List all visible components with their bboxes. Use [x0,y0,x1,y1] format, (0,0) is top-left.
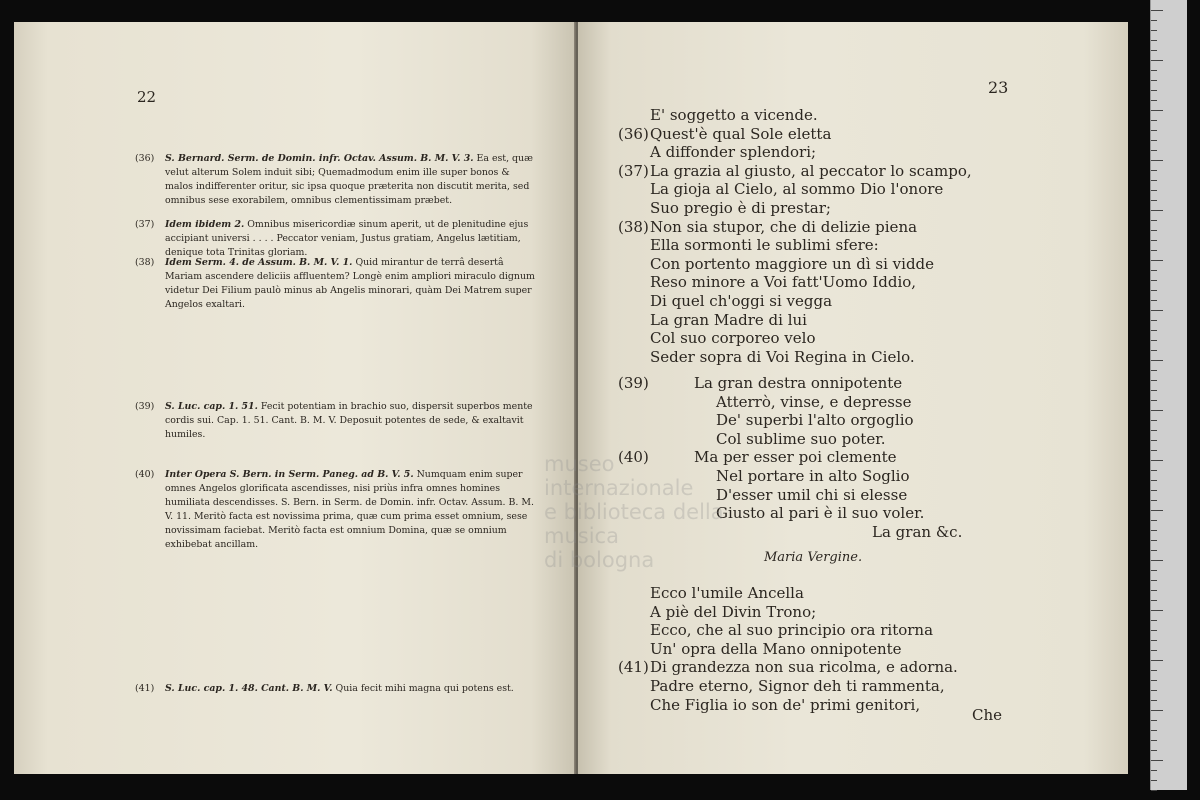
verse-text: Di quel ch'oggi si vegga [650,291,833,310]
ruler-tick [1151,770,1157,771]
verse-text: Col suo corporeo velo [650,329,816,348]
verse-note-number: (37) [618,161,649,180]
footnote [135,256,535,312]
verse-text: Che Figlia io son de' primi genitori, [650,695,921,714]
verse-line [610,374,1110,393]
ruler-tick [1151,420,1157,421]
ruler-tick [1151,390,1157,391]
ruler-tick [1151,460,1163,461]
watermark-line: e biblioteca della musica [544,500,724,548]
verse-text: A diffonder splendori; [650,143,817,162]
ruler-tick [1151,710,1163,711]
ruler-tick [1151,130,1157,131]
footnote [135,682,535,696]
footnote-reference: Inter Opera S. Bern. in Serm. Paneg. ad B. V. 5. [165,469,414,480]
ruler-tick [1151,260,1163,261]
ruler-tick [1151,520,1157,521]
ruler-tick [1151,490,1157,491]
footnote-body: Omnibus misericordiæ sinum aperit, ut de plenitudine ejus accipiant universi . . . . Peccator veniam, Justus gratiam, Angelus lætitiam, denique tota Trinitas gloriam. [165,219,529,258]
ruler-tick [1151,120,1157,121]
verse-text: Ecco l'umile Ancella [650,584,804,602]
verse-line [610,273,1110,292]
right-page [578,22,1128,774]
ruler-tick [1151,160,1163,161]
ruler-tick [1151,440,1157,441]
ruler-tick [1151,60,1163,61]
ruler-tick [1151,610,1163,611]
ruler-tick [1151,540,1157,541]
footnote-reference: S. Luc. cap. 1. 51. [165,401,258,412]
verse-text: Atterrò, vinse, e depresse [716,392,912,411]
verse-line [610,329,1110,348]
ruler-tick [1151,30,1157,31]
ruler-tick [1151,220,1157,221]
ruler-tick [1151,180,1157,181]
ruler-tick [1151,450,1157,451]
verse-text: Non sia stupor, che di delizie piena [650,217,918,236]
footnote-body: Ea est, quæ velut alterum Solem induit sibi; Quemadmodum enim ille super bonos & malos indifferenter oritur, sic ipsa quoque præterita non discutit merita, sed omnibus sese exorabilem, omnibus clementissimam præbet. [165,153,533,206]
ruler-tick [1151,650,1157,651]
verse-note-number: (40) [618,448,649,467]
verse-line [610,411,1110,430]
footnote-text [165,400,535,442]
footnote-reference: S. Bernard. Serm. de Domin. infr. Octav. Assum. B. M. V. 3. [165,153,474,164]
verse-line [610,218,1110,237]
verse-text: Seder sopra di Voi Regina in Cielo. [650,347,915,366]
verse-line [610,640,1110,659]
verse-line [610,180,1110,199]
verse-line [610,677,1110,696]
footnote-text [165,256,535,312]
ruler-tick [1151,750,1157,751]
verse-text: D'esser umil chi si elesse [716,485,908,504]
verse-note-number: (36) [618,124,649,143]
verse-text: La gran Madre di lui [650,310,807,329]
footnote-number: (36) [135,153,155,164]
footnote-body: Fecit potentiam in brachio suo, dispersit superbos mente cordis sui. Cap. 1. 51. Cant. B. M. V. Deposuit potentes de sede, & exaltavit humiles. [165,401,533,440]
ruler-tick [1151,400,1157,401]
ruler-tick [1151,530,1157,531]
ruler-tick [1151,700,1157,701]
ruler-tick [1151,320,1157,321]
verse-line [610,311,1110,330]
open-book [14,22,1128,774]
verse-line [610,255,1110,274]
ruler-tick [1151,580,1157,581]
verse-line [610,143,1110,162]
ruler-tick [1151,70,1157,71]
ruler-tick [1151,720,1157,721]
footnote [135,400,535,442]
footnote-number: (40) [135,469,155,480]
ruler-tick [1151,350,1157,351]
watermark-line: museo internazionale [544,452,694,500]
ruler-tick [1151,170,1157,171]
ruler-tick [1151,340,1157,341]
ruler-tick [1151,150,1157,151]
ruler-tick [1151,90,1157,91]
verse-note-number: (41) [618,658,649,677]
page-number-right: 23 [988,78,1009,97]
verse-text: Col sublime suo poter. [716,429,886,448]
ruler-tick [1151,10,1163,11]
verse-line [610,603,1110,622]
verse-line [610,236,1110,255]
footnote [135,152,535,208]
verse-text: Quest'è qual Sole eletta [650,124,832,143]
page-number-left: 22 [137,88,157,106]
ruler-tick [1151,380,1157,381]
verse-line [610,199,1110,218]
ruler-tick [1151,550,1157,551]
verse-text: De' superbi l'alto orgoglio [716,411,914,430]
ruler-tick [1151,280,1157,281]
verse-text: Padre eterno, Signor deh ti rammenta, [650,676,945,695]
left-page [14,22,576,774]
footnote-reference: Idem Serm. 4. de Assum. B. M. V. 1. [165,257,353,268]
ruler-tick [1151,110,1163,111]
watermark-line: di bologna [544,548,655,572]
ruler-tick [1151,270,1157,271]
ruler-tick [1151,510,1163,511]
footnote-text [165,218,535,260]
footnote-reference: Idem ibidem 2. [165,219,245,230]
ruler-tick [1151,240,1157,241]
verse-line [610,584,1110,603]
ruler-tick [1151,370,1157,371]
ruler-tick [1151,480,1157,481]
section-heading: Maria Vergine. [764,550,863,565]
verse-text: Ecco, che al suo principio ora ritorna [650,621,934,640]
ruler-tick [1151,640,1157,641]
ruler-tick [1151,50,1157,51]
ruler-tick [1151,210,1163,211]
verse-line [610,393,1110,412]
ruler-tick [1151,780,1157,781]
library-watermark [544,452,764,572]
verse-text: La gioja al Cielo, al sommo Dio l'onore [650,180,944,199]
footnote-text [165,152,535,208]
ruler-tick [1151,470,1157,471]
ruler-tick [1151,300,1157,301]
footnote-body: Numquam enim super omnes Angelos glorificata ascendisses, nisi priùs infra omnes homines humiliata descendisses. S. Bern. in Serm. de Domin. infr. Octav. Assum. B. M. V. 11. Meritò facta est novissima prima, quæ cum prima esset omnium, sese novissimam faciebat. Meritò facta est omnium Domina, quæ se omnium exhibebat ancillam. [165,469,534,550]
footnote [135,468,535,552]
ruler-tick [1151,250,1157,251]
measuring-ruler [1150,0,1187,790]
verse-line [610,125,1110,144]
ruler-tick [1151,290,1157,291]
verse-text: La gran destra onnipotente [694,374,903,392]
footnote-body: Quia fecit mihi magna qui potens est. [335,683,514,694]
verse-line [610,696,1110,715]
ruler-tick [1151,670,1157,671]
ruler-tick [1151,760,1163,761]
verse-text: La grazia al giusto, al peccator lo scampo, [650,161,972,180]
ruler-tick [1151,80,1157,81]
ruler-tick [1151,730,1157,731]
verse-text: Reso minore a Voi fatt'Uomo Iddio, [650,273,917,292]
verse-text: Ella sormonti le sublimi sfere: [650,236,879,255]
footnote-number: (37) [135,219,155,230]
verse-block-1 [610,106,1110,366]
verse-text: Giusto al pari è il suo voler. [716,504,925,523]
ruler-tick [1151,20,1157,21]
verse-text: A piè del Divin Trono; [650,602,817,621]
footnote-text [165,682,535,696]
ruler-tick [1151,360,1163,361]
verse-text: Nel portare in alto Soglio [716,466,910,485]
ruler-tick [1151,500,1157,501]
verse-text: E' soggetto a vicende. [650,106,818,124]
verse-text: Un' opra della Mano onnipotente [650,639,902,658]
ruler-tick [1151,590,1157,591]
ruler-tick [1151,560,1163,561]
ruler-tick [1151,630,1157,631]
footnote-number: (41) [135,683,155,694]
ruler-tick [1151,100,1157,101]
ruler-tick [1151,200,1157,201]
footnote-number: (38) [135,257,155,268]
ruler-tick [1151,690,1157,691]
ruler-tick [1151,790,1157,791]
ruler-tick [1151,40,1157,41]
ruler-tick [1151,660,1163,661]
verse-text: Suo pregio è di prestar; [650,198,831,217]
ruler-tick [1151,600,1157,601]
verse-line [610,162,1110,181]
verse-text: La gran &c. [872,522,963,541]
ruler-tick [1151,410,1163,411]
ruler-tick [1151,740,1157,741]
verse-note-number: (39) [618,374,649,392]
ruler-tick [1151,230,1157,231]
verse-block-3 [610,584,1110,714]
verse-line [610,621,1110,640]
ruler-tick [1151,570,1157,571]
footnote [135,218,535,260]
footnote-reference: S. Luc. cap. 1. 48. Cant. B. M. V. [165,683,333,694]
verse-note-number: (38) [618,217,649,236]
ruler-tick [1151,140,1157,141]
ruler-tick [1151,330,1157,331]
footnote-text [165,468,535,552]
ruler-tick [1151,680,1157,681]
catchword: Che [972,706,1003,724]
ruler-tick [1151,620,1157,621]
verse-text: Ma per esser poi clemente [694,448,897,467]
ruler-tick [1151,430,1157,431]
ruler-tick [1151,190,1157,191]
verse-text: Di grandezza non sua ricolma, e adorna. [650,658,958,677]
footnote-number: (39) [135,401,155,412]
verse-line [610,658,1110,677]
verse-line [610,106,1110,125]
verse-line [610,430,1110,449]
ruler-tick [1151,310,1163,311]
verse-text: Con portento maggiore un dì si vidde [650,254,935,273]
footnote-body: Quid mirantur de terrâ desertâ Mariam ascendere deliciis affluentem? Longè enim ampliori miraculo dignum videtur Dei Filium paulò minus ab Angelis minorari, quàm Dei Matrem super Angelos exaltari. [165,257,535,310]
verse-line [610,348,1110,367]
verse-line [610,292,1110,311]
